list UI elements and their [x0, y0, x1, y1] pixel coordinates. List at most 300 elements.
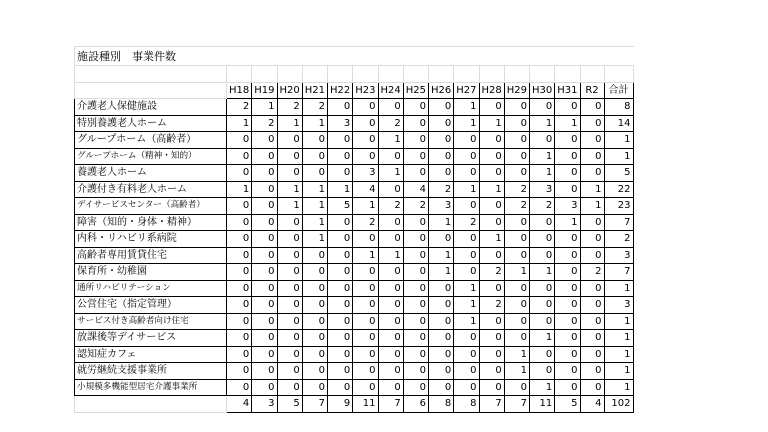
value-cell[interactable]: 0 [454, 148, 479, 165]
value-cell[interactable]: 0 [252, 214, 277, 231]
value-cell[interactable]: 0 [378, 297, 403, 314]
value-cell[interactable]: 0 [302, 247, 327, 264]
value-cell[interactable]: 2 [252, 115, 277, 132]
value-cell[interactable]: 0 [580, 280, 604, 297]
value-cell[interactable]: 0 [479, 198, 504, 215]
totals-label-cell[interactable] [75, 396, 227, 413]
value-cell[interactable]: 0 [302, 132, 327, 149]
value-cell[interactable]: 0 [277, 264, 302, 281]
value-cell[interactable]: 1 [454, 313, 479, 330]
value-cell[interactable]: 0 [328, 330, 353, 347]
value-cell[interactable]: 0 [378, 99, 403, 116]
value-cell[interactable]: 2 [530, 198, 555, 215]
value-cell[interactable]: 0 [353, 231, 378, 248]
value-cell[interactable]: 2 [378, 198, 403, 215]
value-cell[interactable]: 1 [530, 165, 555, 182]
value-cell[interactable]: 0 [403, 231, 428, 248]
value-cell[interactable]: 0 [454, 264, 479, 281]
value-cell[interactable]: 0 [353, 346, 378, 363]
value-cell[interactable]: 1 [530, 379, 555, 396]
value-cell[interactable]: 4 [353, 181, 378, 198]
value-cell[interactable]: 0 [504, 148, 529, 165]
value-cell[interactable]: 0 [277, 379, 302, 396]
value-cell[interactable]: 0 [252, 198, 277, 215]
value-cell[interactable]: 0 [252, 280, 277, 297]
row-label[interactable]: 介護付き有料老人ホーム [75, 181, 227, 198]
value-cell[interactable]: 0 [580, 247, 604, 264]
value-cell[interactable]: 0 [555, 231, 580, 248]
value-cell[interactable]: 0 [302, 330, 327, 347]
row-label[interactable]: 高齢者専用賃貸住宅 [75, 247, 227, 264]
value-cell[interactable]: 0 [454, 379, 479, 396]
column-total-cell[interactable]: 4 [227, 396, 252, 413]
value-cell[interactable]: 1 [504, 346, 529, 363]
value-cell[interactable]: 3 [328, 115, 353, 132]
value-cell[interactable]: 0 [277, 346, 302, 363]
value-cell[interactable]: 0 [580, 330, 604, 347]
value-cell[interactable]: 0 [530, 99, 555, 116]
value-cell[interactable]: 0 [454, 247, 479, 264]
column-total-cell[interactable]: 5 [555, 396, 580, 413]
blank-cell[interactable] [403, 66, 428, 83]
value-cell[interactable]: 0 [580, 214, 604, 231]
column-header[interactable]: R2 [580, 82, 604, 99]
value-cell[interactable]: 1 [378, 165, 403, 182]
value-cell[interactable]: 0 [227, 198, 252, 215]
column-header[interactable]: H25 [403, 82, 428, 99]
sheet-title[interactable]: 施設種別 事業件数 [74, 46, 227, 66]
value-cell[interactable]: 0 [454, 231, 479, 248]
value-cell[interactable]: 0 [504, 330, 529, 347]
value-cell[interactable]: 0 [580, 148, 604, 165]
value-cell[interactable]: 0 [328, 99, 353, 116]
value-cell[interactable]: 1 [302, 198, 327, 215]
value-cell[interactable]: 2 [302, 99, 327, 116]
column-total-cell[interactable]: 9 [328, 396, 353, 413]
value-cell[interactable]: 0 [555, 379, 580, 396]
value-cell[interactable]: 0 [429, 148, 454, 165]
row-label[interactable]: 認知症カフェ [75, 346, 227, 363]
blank-cell[interactable] [580, 66, 604, 83]
row-label[interactable]: 特別養護老人ホーム [75, 115, 227, 132]
value-cell[interactable]: 0 [353, 313, 378, 330]
value-cell[interactable]: 0 [277, 313, 302, 330]
value-cell[interactable]: 0 [479, 99, 504, 116]
value-cell[interactable]: 0 [429, 330, 454, 347]
row-total-cell[interactable]: 22 [604, 181, 633, 198]
value-cell[interactable]: 0 [429, 132, 454, 149]
blank-cell[interactable] [252, 66, 277, 83]
value-cell[interactable]: 0 [252, 297, 277, 314]
value-cell[interactable]: 1 [277, 198, 302, 215]
value-cell[interactable]: 0 [227, 165, 252, 182]
value-cell[interactable]: 0 [504, 165, 529, 182]
value-cell[interactable]: 0 [328, 132, 353, 149]
row-total-cell[interactable]: 1 [604, 280, 633, 297]
value-cell[interactable]: 0 [353, 330, 378, 347]
value-cell[interactable]: 1 [504, 363, 529, 380]
value-cell[interactable]: 0 [479, 148, 504, 165]
value-cell[interactable]: 0 [252, 132, 277, 149]
column-header[interactable]: H22 [328, 82, 353, 99]
column-header[interactable]: H29 [504, 82, 529, 99]
row-total-cell[interactable]: 2 [604, 231, 633, 248]
value-cell[interactable]: 0 [429, 313, 454, 330]
value-cell[interactable]: 1 [454, 99, 479, 116]
value-cell[interactable]: 0 [504, 280, 529, 297]
value-cell[interactable]: 0 [479, 363, 504, 380]
value-cell[interactable]: 2 [454, 214, 479, 231]
value-cell[interactable]: 0 [252, 330, 277, 347]
value-cell[interactable]: 0 [353, 115, 378, 132]
value-cell[interactable]: 0 [302, 165, 327, 182]
value-cell[interactable]: 3 [353, 165, 378, 182]
value-cell[interactable]: 0 [328, 280, 353, 297]
value-cell[interactable]: 0 [479, 280, 504, 297]
value-cell[interactable]: 1 [530, 264, 555, 281]
value-cell[interactable]: 0 [403, 148, 428, 165]
value-cell[interactable]: 0 [252, 346, 277, 363]
value-cell[interactable]: 1 [378, 132, 403, 149]
value-cell[interactable]: 0 [227, 313, 252, 330]
value-cell[interactable]: 0 [479, 247, 504, 264]
value-cell[interactable]: 0 [378, 148, 403, 165]
value-cell[interactable]: 1 [302, 231, 327, 248]
column-total-cell[interactable]: 8 [429, 396, 454, 413]
value-cell[interactable]: 0 [479, 132, 504, 149]
value-cell[interactable]: 0 [302, 297, 327, 314]
value-cell[interactable]: 2 [403, 198, 428, 215]
value-cell[interactable]: 0 [227, 330, 252, 347]
blank-cell[interactable] [75, 66, 227, 83]
row-label[interactable]: グループホーム（精神・知的） [75, 148, 227, 165]
blank-cell[interactable] [429, 66, 454, 83]
value-cell[interactable]: 1 [580, 198, 604, 215]
value-cell[interactable]: 0 [328, 363, 353, 380]
column-total-cell[interactable]: 11 [530, 396, 555, 413]
value-cell[interactable]: 0 [378, 280, 403, 297]
value-cell[interactable]: 2 [479, 264, 504, 281]
row-label[interactable]: 養護老人ホーム [75, 165, 227, 182]
value-cell[interactable]: 1 [429, 247, 454, 264]
value-cell[interactable]: 0 [429, 165, 454, 182]
value-cell[interactable]: 1 [227, 115, 252, 132]
value-cell[interactable]: 1 [530, 148, 555, 165]
column-header[interactable]: H27 [454, 82, 479, 99]
column-header[interactable]: 合計 [604, 82, 633, 99]
value-cell[interactable]: 0 [429, 297, 454, 314]
value-cell[interactable]: 0 [378, 363, 403, 380]
value-cell[interactable]: 0 [454, 346, 479, 363]
value-cell[interactable]: 0 [504, 231, 529, 248]
blank-cell[interactable] [454, 66, 479, 83]
value-cell[interactable]: 0 [479, 330, 504, 347]
value-cell[interactable]: 2 [504, 198, 529, 215]
row-label[interactable]: サービス付き高齢者向け住宅 [75, 313, 227, 330]
value-cell[interactable]: 1 [580, 181, 604, 198]
row-total-cell[interactable]: 1 [604, 313, 633, 330]
value-cell[interactable]: 0 [378, 214, 403, 231]
value-cell[interactable]: 0 [403, 313, 428, 330]
row-total-cell[interactable]: 1 [604, 363, 633, 380]
value-cell[interactable]: 0 [530, 313, 555, 330]
value-cell[interactable]: 0 [403, 165, 428, 182]
value-cell[interactable]: 0 [454, 330, 479, 347]
column-header[interactable]: H19 [252, 82, 277, 99]
value-cell[interactable]: 0 [555, 148, 580, 165]
column-total-cell[interactable]: 7 [479, 396, 504, 413]
row-total-cell[interactable]: 23 [604, 198, 633, 215]
column-total-cell[interactable]: 7 [504, 396, 529, 413]
value-cell[interactable]: 0 [328, 231, 353, 248]
value-cell[interactable]: 0 [580, 115, 604, 132]
value-cell[interactable]: 0 [555, 297, 580, 314]
value-cell[interactable]: 2 [353, 214, 378, 231]
column-total-cell[interactable]: 4 [580, 396, 604, 413]
value-cell[interactable]: 2 [504, 181, 529, 198]
value-cell[interactable]: 0 [403, 297, 428, 314]
value-cell[interactable]: 0 [555, 264, 580, 281]
value-cell[interactable]: 0 [479, 379, 504, 396]
value-cell[interactable]: 2 [429, 181, 454, 198]
value-cell[interactable]: 0 [302, 264, 327, 281]
value-cell[interactable]: 0 [530, 297, 555, 314]
value-cell[interactable]: 0 [555, 181, 580, 198]
value-cell[interactable]: 0 [555, 132, 580, 149]
column-header[interactable]: H30 [530, 82, 555, 99]
value-cell[interactable]: 0 [429, 363, 454, 380]
value-cell[interactable]: 1 [454, 297, 479, 314]
row-total-cell[interactable]: 5 [604, 165, 633, 182]
value-cell[interactable]: 0 [353, 264, 378, 281]
value-cell[interactable]: 4 [403, 181, 428, 198]
header-corner-cell[interactable] [75, 82, 227, 99]
value-cell[interactable]: 1 [530, 115, 555, 132]
value-cell[interactable]: 0 [302, 346, 327, 363]
value-cell[interactable]: 0 [530, 346, 555, 363]
row-total-cell[interactable]: 1 [604, 132, 633, 149]
value-cell[interactable]: 0 [403, 132, 428, 149]
value-cell[interactable]: 0 [403, 214, 428, 231]
value-cell[interactable]: 2 [580, 264, 604, 281]
row-label[interactable]: デイサービスセンター（高齢者） [75, 198, 227, 215]
value-cell[interactable]: 0 [353, 148, 378, 165]
value-cell[interactable]: 1 [479, 115, 504, 132]
value-cell[interactable]: 0 [227, 363, 252, 380]
value-cell[interactable]: 0 [328, 148, 353, 165]
value-cell[interactable]: 0 [555, 363, 580, 380]
value-cell[interactable]: 0 [530, 214, 555, 231]
value-cell[interactable]: 0 [353, 363, 378, 380]
row-total-cell[interactable]: 1 [604, 379, 633, 396]
value-cell[interactable]: 0 [227, 346, 252, 363]
row-label[interactable]: 障害（知的・身体・精神） [75, 214, 227, 231]
value-cell[interactable]: 0 [504, 247, 529, 264]
value-cell[interactable]: 0 [555, 330, 580, 347]
value-cell[interactable]: 1 [504, 264, 529, 281]
value-cell[interactable]: 0 [403, 330, 428, 347]
value-cell[interactable]: 0 [429, 99, 454, 116]
value-cell[interactable]: 0 [277, 132, 302, 149]
value-cell[interactable]: 0 [530, 363, 555, 380]
column-total-cell[interactable]: 11 [353, 396, 378, 413]
grand-total-cell[interactable]: 102 [604, 396, 633, 413]
column-total-cell[interactable]: 8 [454, 396, 479, 413]
value-cell[interactable]: 0 [227, 231, 252, 248]
value-cell[interactable]: 0 [403, 363, 428, 380]
blank-cell[interactable] [555, 66, 580, 83]
row-total-cell[interactable]: 1 [604, 330, 633, 347]
value-cell[interactable]: 0 [378, 346, 403, 363]
value-cell[interactable]: 0 [555, 247, 580, 264]
value-cell[interactable]: 0 [378, 313, 403, 330]
value-cell[interactable]: 0 [403, 379, 428, 396]
value-cell[interactable]: 0 [328, 247, 353, 264]
value-cell[interactable]: 0 [454, 132, 479, 149]
value-cell[interactable]: 0 [429, 346, 454, 363]
value-cell[interactable]: 1 [555, 115, 580, 132]
value-cell[interactable]: 0 [530, 247, 555, 264]
value-cell[interactable]: 0 [403, 346, 428, 363]
value-cell[interactable]: 0 [277, 330, 302, 347]
value-cell[interactable]: 0 [328, 165, 353, 182]
value-cell[interactable]: 0 [252, 181, 277, 198]
value-cell[interactable]: 0 [227, 148, 252, 165]
column-header[interactable]: H26 [429, 82, 454, 99]
row-label[interactable]: 公営住宅（指定管理） [75, 297, 227, 314]
value-cell[interactable]: 0 [454, 198, 479, 215]
value-cell[interactable]: 3 [429, 198, 454, 215]
value-cell[interactable]: 0 [302, 379, 327, 396]
blank-cell[interactable] [353, 66, 378, 83]
value-cell[interactable]: 0 [328, 264, 353, 281]
value-cell[interactable]: 0 [252, 264, 277, 281]
value-cell[interactable]: 0 [504, 99, 529, 116]
column-header[interactable]: H21 [302, 82, 327, 99]
value-cell[interactable]: 0 [277, 363, 302, 380]
column-total-cell[interactable]: 3 [252, 396, 277, 413]
value-cell[interactable]: 1 [479, 181, 504, 198]
value-cell[interactable]: 0 [252, 363, 277, 380]
value-cell[interactable]: 0 [353, 379, 378, 396]
value-cell[interactable]: 0 [353, 297, 378, 314]
blank-cell[interactable] [479, 66, 504, 83]
value-cell[interactable]: 0 [429, 379, 454, 396]
value-cell[interactable]: 0 [227, 132, 252, 149]
value-cell[interactable]: 1 [277, 181, 302, 198]
value-cell[interactable]: 0 [227, 280, 252, 297]
value-cell[interactable]: 0 [504, 379, 529, 396]
value-cell[interactable]: 0 [328, 214, 353, 231]
value-cell[interactable]: 0 [353, 280, 378, 297]
value-cell[interactable]: 0 [504, 115, 529, 132]
value-cell[interactable]: 0 [479, 346, 504, 363]
value-cell[interactable]: 1 [302, 181, 327, 198]
row-label[interactable]: 通所リハビリテーション [75, 280, 227, 297]
value-cell[interactable]: 0 [403, 264, 428, 281]
value-cell[interactable]: 0 [302, 313, 327, 330]
value-cell[interactable]: 1 [555, 214, 580, 231]
row-total-cell[interactable]: 1 [604, 346, 633, 363]
row-total-cell[interactable]: 3 [604, 297, 633, 314]
row-total-cell[interactable]: 3 [604, 247, 633, 264]
value-cell[interactable]: 0 [252, 165, 277, 182]
row-label[interactable]: 内科・リハビリ系病院 [75, 231, 227, 248]
value-cell[interactable]: 0 [252, 148, 277, 165]
value-cell[interactable]: 1 [353, 247, 378, 264]
column-total-cell[interactable]: 5 [277, 396, 302, 413]
value-cell[interactable]: 5 [328, 198, 353, 215]
value-cell[interactable]: 0 [252, 313, 277, 330]
value-cell[interactable]: 2 [378, 115, 403, 132]
column-header[interactable]: H28 [479, 82, 504, 99]
column-header[interactable]: H24 [378, 82, 403, 99]
blank-cell[interactable] [328, 66, 353, 83]
value-cell[interactable]: 0 [277, 280, 302, 297]
value-cell[interactable]: 0 [504, 297, 529, 314]
value-cell[interactable]: 0 [555, 99, 580, 116]
value-cell[interactable]: 0 [403, 99, 428, 116]
blank-cell[interactable] [302, 66, 327, 83]
value-cell[interactable]: 0 [429, 280, 454, 297]
row-total-cell[interactable]: 14 [604, 115, 633, 132]
row-label[interactable]: 小規模多機能型居宅介護事業所 [75, 379, 227, 396]
value-cell[interactable]: 1 [302, 115, 327, 132]
value-cell[interactable]: 0 [353, 132, 378, 149]
column-header[interactable]: H20 [277, 82, 302, 99]
value-cell[interactable]: 0 [555, 313, 580, 330]
blank-cell[interactable] [604, 66, 633, 83]
value-cell[interactable]: 0 [454, 363, 479, 380]
value-cell[interactable]: 0 [580, 313, 604, 330]
value-cell[interactable]: 0 [302, 280, 327, 297]
value-cell[interactable]: 2 [479, 297, 504, 314]
value-cell[interactable]: 0 [504, 313, 529, 330]
value-cell[interactable]: 0 [580, 99, 604, 116]
row-total-cell[interactable]: 7 [604, 264, 633, 281]
value-cell[interactable]: 1 [454, 115, 479, 132]
value-cell[interactable]: 0 [530, 132, 555, 149]
row-label[interactable]: 介護老人保健施設 [75, 99, 227, 116]
value-cell[interactable]: 0 [353, 99, 378, 116]
blank-cell[interactable] [277, 66, 302, 83]
value-cell[interactable]: 0 [429, 115, 454, 132]
value-cell[interactable]: 0 [580, 132, 604, 149]
column-total-cell[interactable]: 7 [378, 396, 403, 413]
value-cell[interactable]: 0 [277, 165, 302, 182]
column-total-cell[interactable]: 6 [403, 396, 428, 413]
value-cell[interactable]: 0 [328, 346, 353, 363]
value-cell[interactable]: 1 [277, 115, 302, 132]
value-cell[interactable]: 0 [252, 247, 277, 264]
column-header[interactable]: H31 [555, 82, 580, 99]
value-cell[interactable]: 0 [479, 214, 504, 231]
value-cell[interactable]: 0 [580, 379, 604, 396]
value-cell[interactable]: 2 [277, 99, 302, 116]
value-cell[interactable]: 0 [580, 346, 604, 363]
value-cell[interactable]: 2 [227, 99, 252, 116]
value-cell[interactable]: 3 [555, 198, 580, 215]
value-cell[interactable]: 0 [580, 297, 604, 314]
value-cell[interactable]: 0 [277, 247, 302, 264]
value-cell[interactable]: 0 [277, 148, 302, 165]
value-cell[interactable]: 0 [227, 247, 252, 264]
value-cell[interactable]: 0 [555, 346, 580, 363]
value-cell[interactable]: 3 [530, 181, 555, 198]
value-cell[interactable]: 0 [302, 148, 327, 165]
value-cell[interactable]: 1 [530, 330, 555, 347]
value-cell[interactable]: 0 [403, 115, 428, 132]
